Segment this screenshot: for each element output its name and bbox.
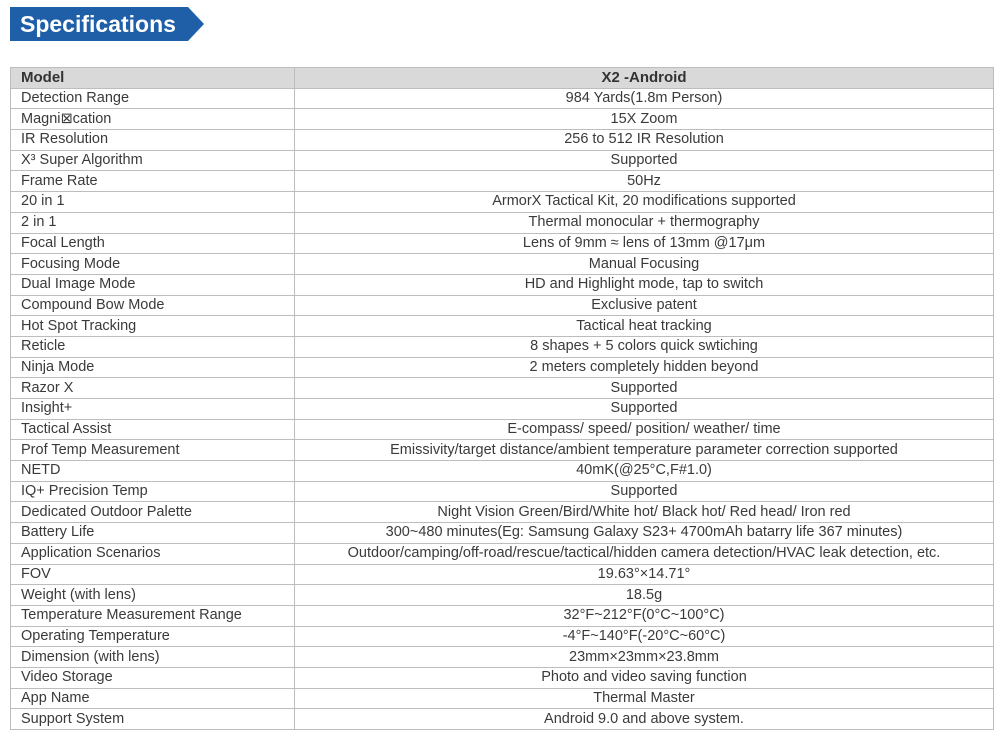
table-row [11,316,994,337]
spec-name-cell: Compound Bow Mode [11,295,295,316]
spec-name-cell: Focusing Mode [11,254,295,275]
spec-name-cell: 20 in 1 [11,192,295,213]
spec-value-cell: Supported [295,399,994,420]
spec-value-cell: 8 shapes + 5 colors quick swtiching [295,336,994,357]
spec-value-cell: 300~480 minutes(Eg: Samsung Galaxy S23+ 4700mAh batarry life 367 minutes) [295,523,994,544]
spec-value-cell: Manual Focusing [295,254,994,275]
table-row [11,667,994,688]
spec-name-cell: 2 in 1 [11,212,295,233]
spec-value-cell: Lens of 9mm ≈ lens of 13mm @17μm [295,233,994,254]
spec-name-cell: Hot Spot Tracking [11,316,295,337]
spec-name-cell: IQ+ Precision Temp [11,481,295,502]
table-row [11,502,994,523]
spec-name-cell: Temperature Measurement Range [11,605,295,626]
spec-name-cell: Detection Range [11,88,295,109]
table-row [11,109,994,130]
spec-value-cell: Tactical heat tracking [295,316,994,337]
table-row [11,150,994,171]
spec-value-cell: E-compass/ speed/ position/ weather/ time [295,419,994,440]
table-row [11,233,994,254]
header-model-label: Model [11,68,295,89]
table-row [11,399,994,420]
spec-name-cell: FOV [11,564,295,585]
table-row [11,130,994,151]
spec-value-cell: 32°F~212°F(0°C~100°C) [295,605,994,626]
spec-value-cell: ArmorX Tactical Kit, 20 modifications supported [295,192,994,213]
spec-name-cell: Support System [11,709,295,730]
spec-name-cell: IR Resolution [11,130,295,151]
spec-name-cell: Battery Life [11,523,295,544]
spec-value-cell: -4°F~140°F(-20°C~60°C) [295,626,994,647]
spec-name-cell: Tactical Assist [11,419,295,440]
spec-name-cell: Focal Length [11,233,295,254]
spec-name-cell: Magni⊠cation [11,109,295,130]
table-row [11,336,994,357]
spec-value-cell: 18.5g [295,585,994,606]
table-row [11,688,994,709]
table-row [11,357,994,378]
spec-name-cell: NETD [11,461,295,482]
table-row [11,461,994,482]
table-row [11,543,994,564]
spec-name-cell: X³ Super Algorithm [11,150,295,171]
table-row [11,481,994,502]
spec-value-cell: 40mK(@25°C,F#1.0) [295,461,994,482]
table-row [11,605,994,626]
table-header-row [11,68,994,89]
spec-name-cell: Dual Image Mode [11,274,295,295]
specifications-table [10,67,994,730]
spec-name-cell: Dimension (with lens) [11,647,295,668]
spec-name-cell: Ninja Mode [11,357,295,378]
table-row [11,295,994,316]
table-row [11,88,994,109]
spec-value-cell: Thermal monocular + thermography [295,212,994,233]
spec-value-cell: 23mm×23mm×23.8mm [295,647,994,668]
table-row [11,709,994,730]
spec-name-cell: Reticle [11,336,295,357]
table-row [11,171,994,192]
spec-name-cell: Insight+ [11,399,295,420]
table-row [11,254,994,275]
spec-value-cell: 15X Zoom [295,109,994,130]
spec-name-cell: Razor X [11,378,295,399]
spec-value-cell: Supported [295,150,994,171]
spec-value-cell: Supported [295,481,994,502]
spec-name-cell: Video Storage [11,667,295,688]
table-row [11,523,994,544]
table-row [11,274,994,295]
table-row [11,212,994,233]
table-row [11,419,994,440]
header-model-value: X2 -Android [295,68,994,89]
spec-value-cell: Exclusive patent [295,295,994,316]
spec-value-cell: 2 meters completely hidden beyond [295,357,994,378]
spec-value-cell: Android 9.0 and above system. [295,709,994,730]
spec-name-cell: Application Scenarios [11,543,295,564]
spec-name-cell: Operating Temperature [11,626,295,647]
spec-value-cell: Photo and video saving function [295,667,994,688]
spec-value-cell: HD and Highlight mode, tap to switch [295,274,994,295]
spec-value-cell: Emissivity/target distance/ambient temperature parameter correction supported [295,440,994,461]
table-body [11,88,994,729]
specifications-banner [10,7,204,41]
spec-value-cell: 984 Yards(1.8m Person) [295,88,994,109]
table-row [11,192,994,213]
spec-name-cell: Frame Rate [11,171,295,192]
table-row [11,585,994,606]
spec-value-cell: Outdoor/camping/off-road/rescue/tactical/hidden camera detection/HVAC leak detection, etc. [295,543,994,564]
spec-name-cell: Dedicated Outdoor Palette [11,502,295,523]
table-row [11,378,994,399]
spec-value-cell: Night Vision Green/Bird/White hot/ Black hot/ Red head/ Iron red [295,502,994,523]
spec-name-cell: Weight (with lens) [11,585,295,606]
spec-value-cell: 50Hz [295,171,994,192]
spec-value-cell: 19.63°×14.71° [295,564,994,585]
table-row [11,440,994,461]
spec-name-cell: App Name [11,688,295,709]
table-row [11,647,994,668]
spec-value-cell: Supported [295,378,994,399]
table-row [11,564,994,585]
table-row [11,626,994,647]
banner-title: Specifications [20,11,176,37]
spec-value-cell: 256 to 512 IR Resolution [295,130,994,151]
spec-name-cell: Prof Temp Measurement [11,440,295,461]
spec-value-cell: Thermal Master [295,688,994,709]
